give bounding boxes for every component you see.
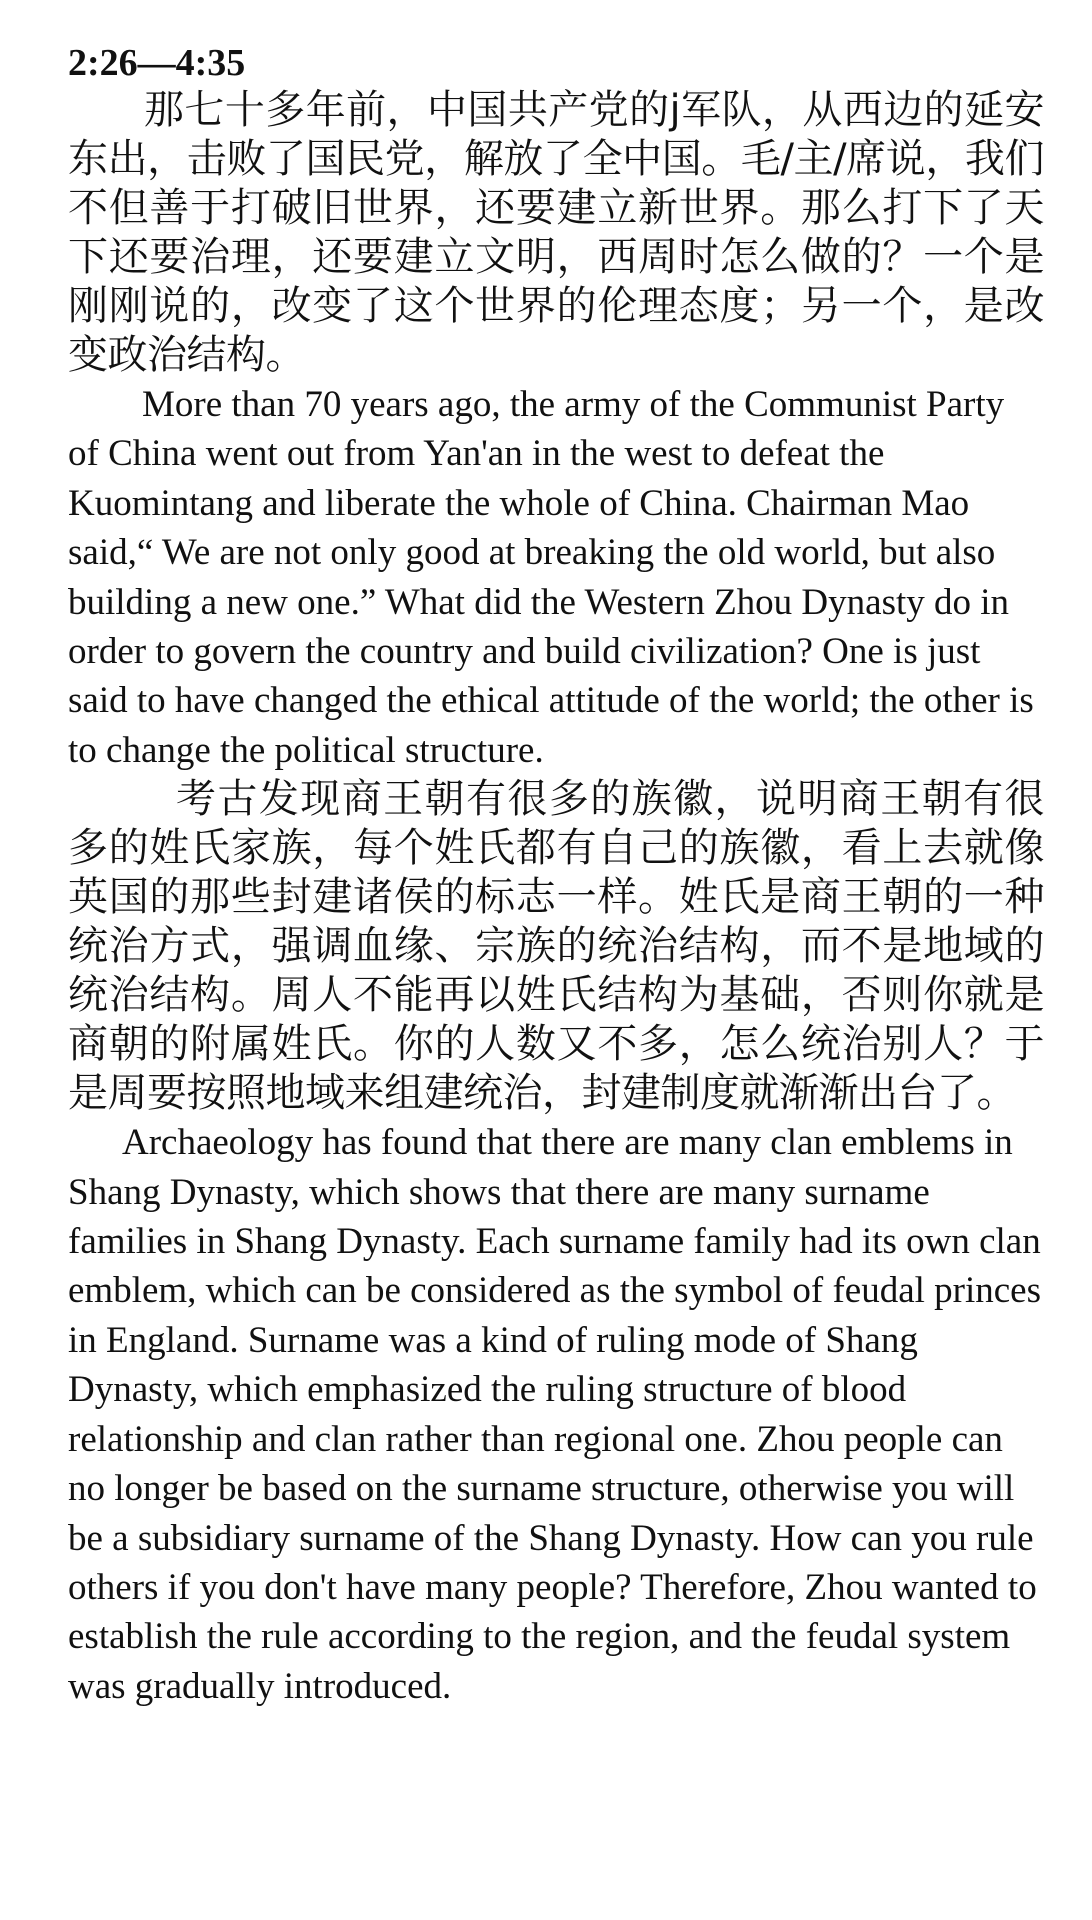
chinese-paragraph-2: 考古发现商王朝有很多的族徽，说明商王朝有很多的姓氏家族，每个姓氏都有自己的族徽，看上去就像英国的那些封建诸侯的标志一样。姓氏是商王朝的一种统治方式，强调血缘、宗族的统治结构，而不是地域的统治结构。周人不能再以姓氏结构为基础，否则你就是商朝的附属姓氏。你的人数又不多，怎么统治别人？于是周要按照地域来组建统治，封建制度就渐渐出台了。 [68, 776, 1044, 1117]
english-paragraph-2: Archaeology has found that there are many clan emblems in Shang Dynasty, which shows that there are many surname families in Shang Dynasty. Each surname family had its own clan emblem, which can be considered as the symbol of feudal princes in England. Surname was a kind of ruling mode of Shang Dynasty, which emphasized the ruling structure of blood relationship and clan rather than regional one. Zhou people can no longer be based on the surname structure, otherwise you will be a subsidiary surname of the Shang Dynasty. How can you rule others if you don't have many people? Therefore, Zhou wanted to establish the rule according to the region, and the feudal system was gradually introduced. [68, 1122, 1041, 1707]
chinese-paragraph-1: 那七十多年前，中国共产党的j军队，从西边的延安东出，击败了国民党，解放了全中国。毛/主/席说，我们不但善于打破旧世界，还要建立新世界。那么打下了天下还要治理，还要建立文明，西周时怎么做的？一个是刚刚说的，改变了这个世界的伦理态度；另一个，是改变政治结构。 [68, 87, 1044, 378]
timestamp-heading: 2:26—4:35 [68, 42, 246, 84]
english-paragraph-1: More than 70 years ago, the army of the Communist Party of China went out from Yan'an in the west to defeat the Kuomintang and liberate the whole of China. Chairman Mao said,“ We are not only good at breaking the old world, but also building a new one.” What did the Western Zhou Dynasty do in order to govern the country and build civilization? One is just said to have changed the ethical attitude of the world; the other is to change the political structure. [68, 384, 1034, 771]
